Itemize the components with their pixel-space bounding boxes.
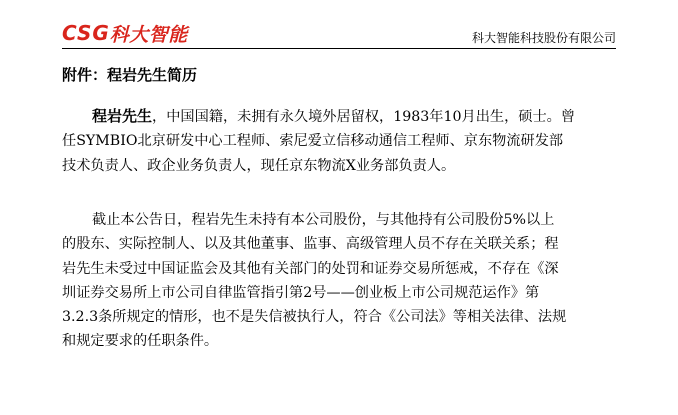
logo-mark: CSG (62, 21, 110, 45)
logo-text: 科大智能 (109, 23, 188, 46)
paragraph-line: 和规定要求的任职条件。 (62, 333, 219, 350)
header-divider (62, 48, 616, 49)
company-logo (62, 20, 188, 46)
person-name: 程岩先生 (92, 107, 153, 125)
paragraph-line: 技术负责人、政企业务负责人，现任京东物流X业务部负责人。 (62, 157, 456, 174)
paragraph-line: 的股东、实际控制人、以及其他董事、监事、高级管理人员不存在关联关系；程 (62, 236, 559, 253)
paragraph-line: 截止本公告日，程岩先生未持有本公司股份，与其他持有公司股份5%以上 (92, 212, 555, 228)
paragraph-line (62, 104, 620, 129)
paragraph-line: 圳证券交易所上市公司自律监管指引第2号——创业板上市公司规范运作》第 (62, 284, 540, 301)
company-name: 科大智能科技股份有限公司 (471, 31, 616, 45)
paragraph-line: 岩先生未受过中国证监会及其他有关部门的处罚和证券交易所惩戒，不存在《深 (62, 260, 559, 277)
page-title: 附件：程岩先生简历 (62, 66, 198, 84)
page-header (62, 19, 616, 49)
resume-paragraph (62, 104, 620, 178)
disclosure-paragraph (62, 208, 620, 354)
paragraph-line: 3.2.3条所规定的情形，也不是失信被执行人，符合《公司法》等相关法律、法规 (62, 309, 567, 326)
paragraph-line-text: ，中国国籍，未拥有永久境外居留权，1983年10月出生，硕士。曾 (152, 109, 576, 125)
paragraph-line: 任SYMBIO北京研发中心工程师、索尼爱立信移动通信工程师、京东物流研发部 (62, 133, 564, 150)
